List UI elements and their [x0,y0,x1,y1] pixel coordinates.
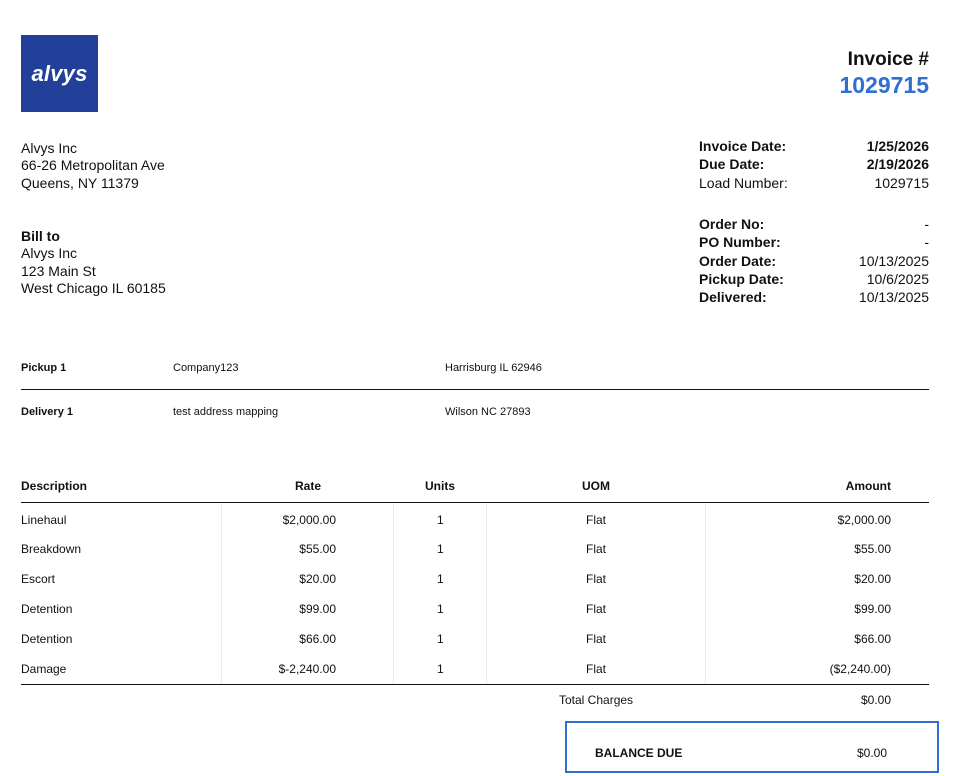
cell-amount: ($2,240.00) [829,662,891,676]
pickup-date-row [699,270,929,288]
order-no-label: Order No: [699,216,765,232]
total-charges-value: $0.00 [860,693,891,707]
order-date-value: 10/13/2025 [858,252,929,269]
order-no-row [699,215,929,233]
total-charges-label: Total Charges [559,693,634,707]
cell-rate: $66.00 [299,632,336,646]
cell-rate: $99.00 [299,602,336,616]
balance-due-label: BALANCE DUE [595,746,683,760]
cell-amount: $20.00 [854,572,891,586]
table-row [0,602,978,626]
cell-units: 1 [437,542,444,556]
stop-row [21,362,929,382]
stop-label: Delivery 1 [21,406,73,418]
table-row [0,572,978,596]
cell-rate: $2,000.00 [282,513,336,527]
order-details [699,215,929,306]
col-header-uom: UOM [582,479,610,493]
invoice-date-row [699,137,929,155]
col-header-units: Units [425,479,455,493]
bill-to-name: Alvys Inc [21,245,78,262]
cell-uom: Flat [586,632,607,646]
order-date-row [699,252,929,270]
invoice-date-value: 1/25/2026 [866,138,929,154]
company-city: Queens, NY 11379 [21,174,139,191]
table-footer-divider [21,684,929,685]
stop-company: Company123 [173,362,239,374]
logo-text: alvys [31,60,88,86]
col-header-amount: Amount [845,479,891,493]
bill-to-city: West Chicago IL 60185 [21,279,166,296]
stops-section [21,362,929,422]
company-logo [21,35,98,112]
cell-description: Detention [21,632,73,646]
delivered-label: Delivered: [699,289,767,306]
balance-due-value: $0.00 [856,746,887,760]
cell-units: 1 [437,662,444,676]
table-row [0,632,978,656]
cell-uom: Flat [586,572,607,586]
load-number-value: 1029715 [874,174,929,191]
load-number-label: Load Number: [699,174,788,191]
col-header-rate: Rate [295,479,322,493]
company-name: Alvys Inc [21,140,78,156]
cell-description: Escort [21,572,56,586]
cell-amount: $2,000.00 [837,513,891,527]
table-row [0,542,978,566]
bill-to-heading: Bill to [21,228,60,244]
cell-rate: $-2,240.00 [278,662,336,676]
cell-rate: $20.00 [299,572,336,586]
cell-amount: $99.00 [854,602,891,616]
pickup-date-value: 10/6/2025 [866,270,929,287]
stops-divider [21,389,929,390]
col-header-description: Description [21,479,88,493]
stop-location: Harrisburg IL 62946 [445,362,542,374]
cell-uom: Flat [586,602,607,616]
cell-units: 1 [437,602,444,616]
delivered-row [699,288,929,306]
cell-rate: $55.00 [299,542,336,556]
invoice-number: 1029715 [839,72,929,98]
cell-description: Linehaul [21,513,67,527]
pickup-date-label: Pickup Date: [699,270,784,287]
due-date-label: Due Date: [699,156,765,173]
invoice-title: Invoice # [847,49,929,70]
stop-row [21,406,929,426]
cell-description: Breakdown [21,542,82,556]
load-number-row [699,174,929,192]
stop-company: test address mapping [173,406,279,418]
table-row [0,662,978,686]
invoice-dates [699,137,929,192]
cell-uom: Flat [586,662,607,676]
due-date-value: 2/19/2026 [866,156,929,173]
due-date-row [699,155,929,173]
cell-description: Damage [21,662,67,676]
po-number-value: - [924,234,929,251]
cell-amount: $55.00 [854,542,891,556]
bill-to-block [21,228,166,297]
po-number-label: PO Number: [699,234,781,251]
table-header-divider [21,502,929,503]
company-address [21,140,165,192]
stop-label: Pickup 1 [21,362,67,374]
cell-amount: $66.00 [854,632,891,646]
table-row [0,513,978,537]
cell-uom: Flat [586,542,607,556]
bill-to-street: 123 Main St [21,262,96,279]
company-street: 66-26 Metropolitan Ave [21,157,165,174]
order-no-value: - [924,216,929,232]
cell-units: 1 [437,632,444,646]
balance-due-box [565,721,939,773]
cell-description: Detention [21,602,73,616]
po-number-row [699,233,929,251]
cell-units: 1 [437,572,444,586]
invoice-date-label: Invoice Date: [699,138,787,154]
stop-location: Wilson NC 27893 [445,406,531,418]
order-date-label: Order Date: [699,252,777,269]
cell-units: 1 [437,513,444,527]
delivered-value: 10/13/2025 [858,289,929,306]
cell-uom: Flat [586,513,607,527]
